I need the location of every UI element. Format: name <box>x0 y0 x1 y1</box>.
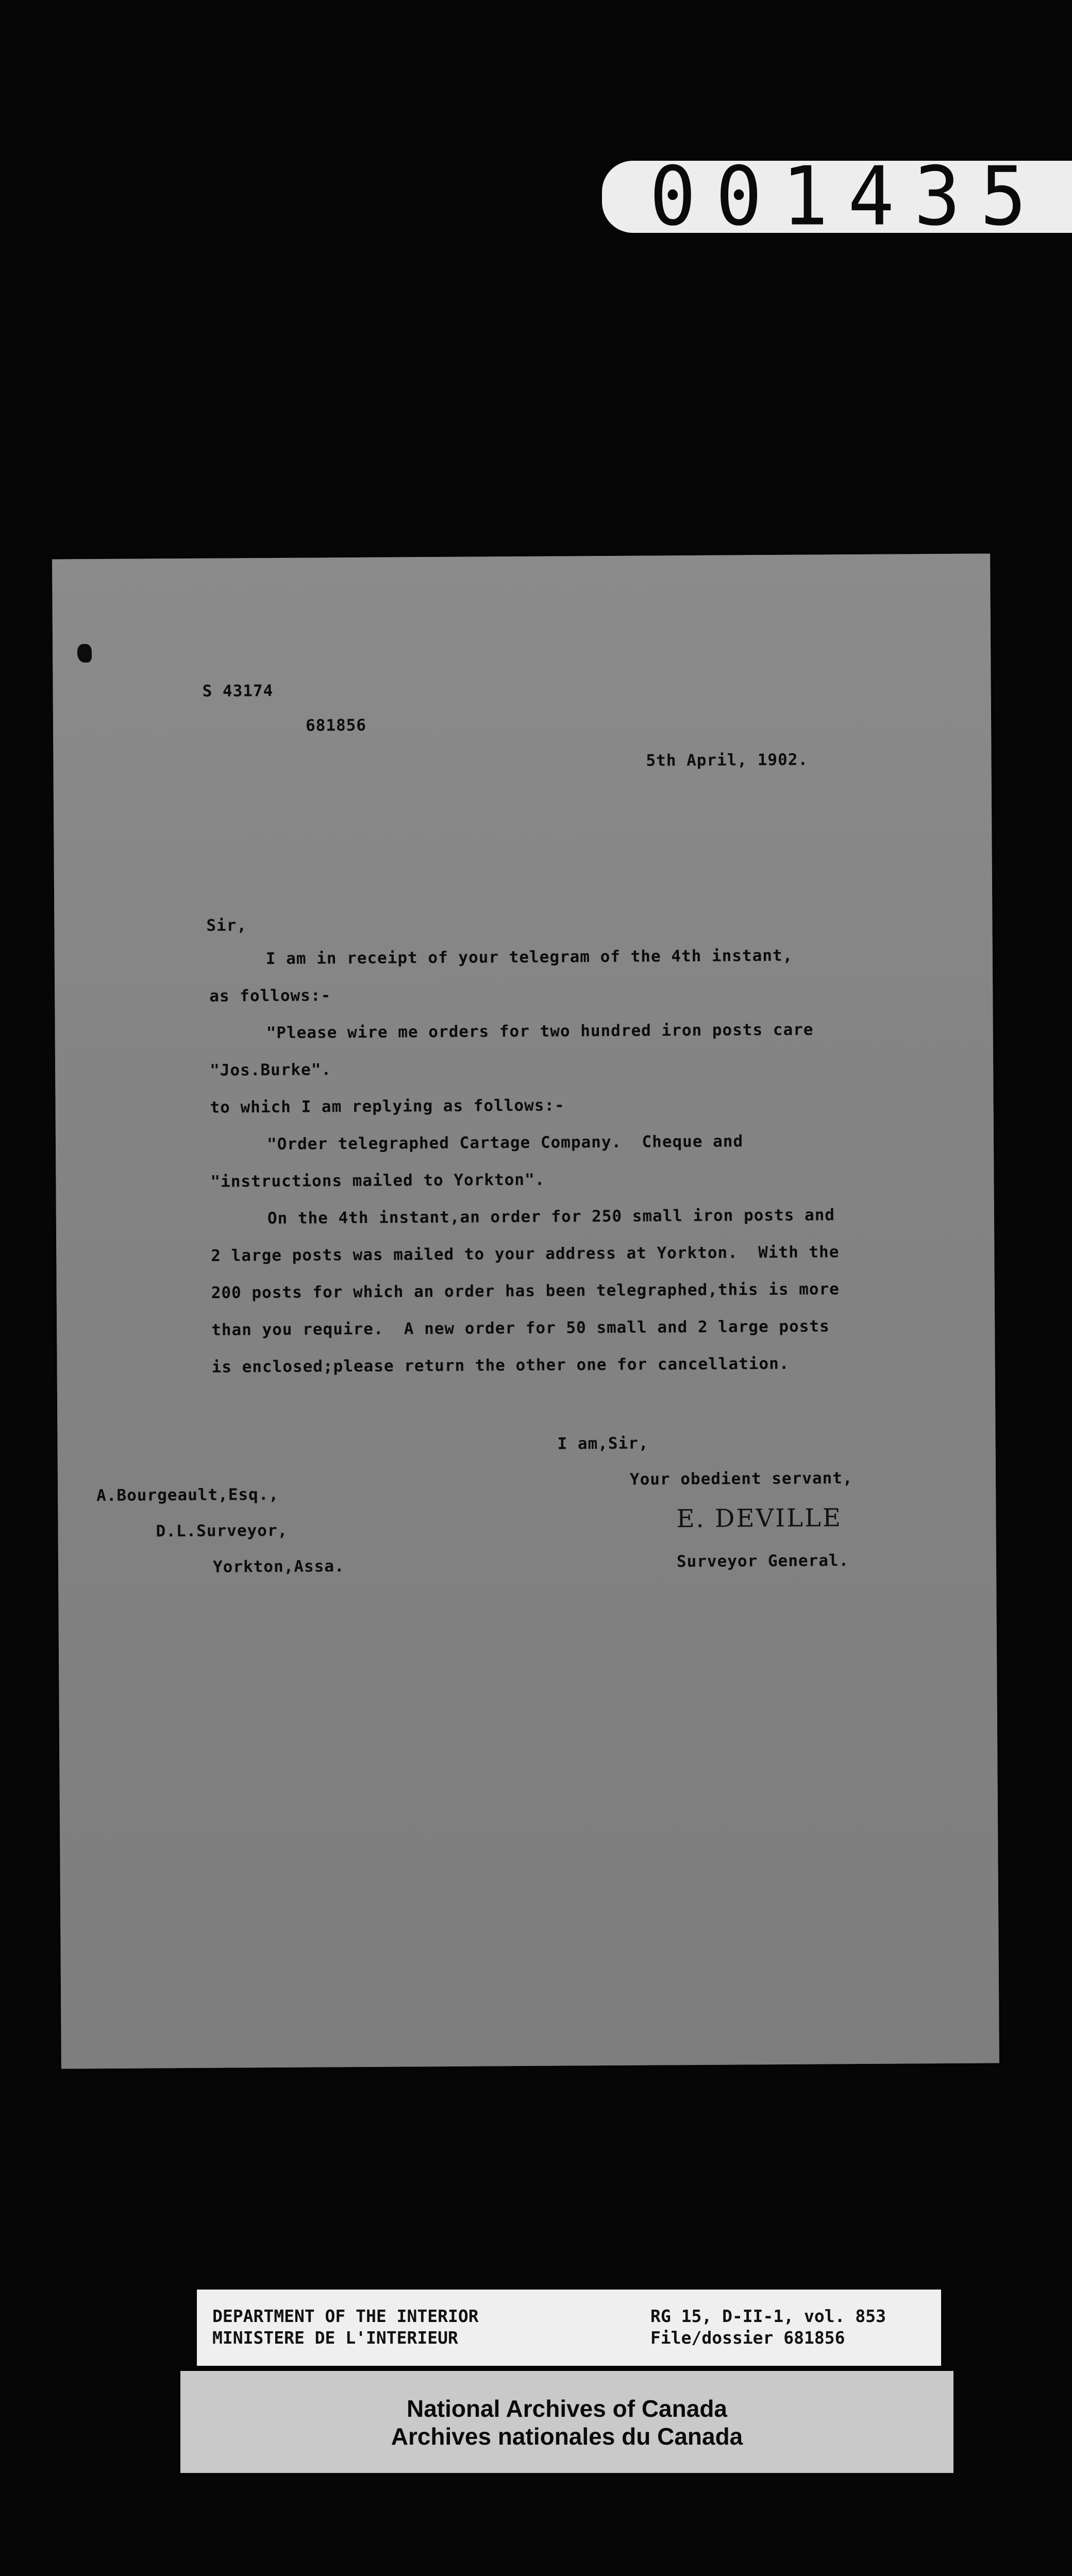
body-line: 2 large posts was mailed to your address at Yorkton. With the <box>211 1243 840 1265</box>
body-line: as follows:- <box>209 986 331 1006</box>
body-line: "Order telegraphed Cartage Company. Cheque and <box>266 1132 744 1154</box>
record-group: RG 15, D-II-1, vol. 853 <box>650 2306 886 2326</box>
letter-page <box>52 553 999 2069</box>
signer-title: Surveyor General. <box>676 1551 849 1571</box>
body-line: "Please wire me orders for two hundred iron posts care <box>266 1020 814 1043</box>
archives-french: Archives nationales du Canada <box>391 2423 743 2450</box>
body-line: I am in receipt of your telegram of the 4th instant, <box>265 946 793 969</box>
frame-counter <box>602 149 1072 244</box>
punch-hole <box>77 644 92 663</box>
archives-label <box>180 2371 953 2473</box>
body-line: is enclosed;please return the other one for cancellation. <box>211 1354 790 1377</box>
obedient-servant: Your obedient servant, <box>629 1469 853 1489</box>
ref-file-number: 681856 <box>305 716 367 735</box>
closing: I am,Sir, <box>557 1434 649 1453</box>
file-dossier: File/dossier 681856 <box>650 2328 845 2348</box>
body-line: On the 4th instant,an order for 250 small iron posts and <box>267 1206 835 1228</box>
addressee-role: D.L.Surveyor, <box>156 1521 288 1541</box>
dept-english: DEPARTMENT OF THE INTERIOR <box>212 2306 479 2326</box>
letter-date: 5th April, 1902. <box>646 750 809 770</box>
salutation: Sir, <box>206 916 247 935</box>
addressee-place: Yorkton,Assa. <box>212 1557 345 1577</box>
dept-french: MINISTERE DE L'INTERIEUR <box>212 2328 458 2348</box>
body-line: 200 posts for which an order has been telegraphed,this is more <box>211 1280 840 1302</box>
body-line: than you require. A new order for 50 small and 2 large posts <box>211 1317 830 1340</box>
ref-s-number: S 43174 <box>202 681 274 701</box>
signature: E. DEVILLE <box>676 1503 843 1534</box>
department-label <box>197 2290 941 2366</box>
body-line: "instructions mailed to Yorkton". <box>210 1170 545 1191</box>
body-line: to which I am replying as follows:- <box>210 1096 565 1117</box>
addressee-name: A.Bourgeault,Esq., <box>96 1485 279 1505</box>
archives-english: National Archives of Canada <box>406 2395 727 2422</box>
body-line: "Jos.Burke". <box>210 1060 332 1080</box>
frame-number: 001435 <box>649 149 1046 244</box>
